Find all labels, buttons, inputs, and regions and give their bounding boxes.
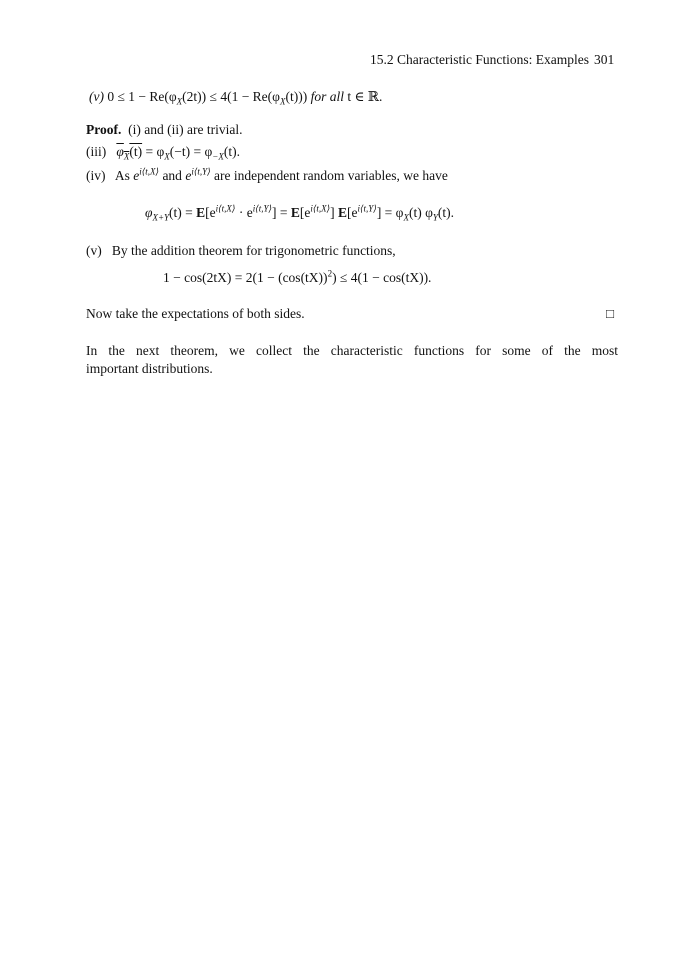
paragraph-line-2: important distributions. — [86, 361, 213, 376]
theorem-item-v: (v) $0 \le 1 - Re(\varphi_X(2t)) \le 4(1 - Re(\varphi_X(t)))$ for all t ∈ ℝ. — [89, 89, 383, 107]
qed-symbol: □ — [606, 306, 615, 321]
page-number: 301 — [594, 52, 615, 67]
equation-iv: $\varphi_{X+Y}(t) = E[e^{i⟨t,X⟩} \cdot e^{i⟨t,Y⟩}] = E[e^{i⟨t,X⟩}] E[e^{i⟨t,Y⟩}] = \varphi_X(t)$ $\varphi_Y(t)$. — [145, 203, 455, 223]
paragraph-line-1: In the next theorem, we collect the characteristic functions for some of the most — [86, 343, 618, 358]
proof-item-v: (v) By the addition theorem for trigonometric functions, — [86, 243, 396, 258]
proof-heading: Proof. — [86, 122, 122, 137]
running-header: 15.2 Characteristic Functions: Examples — [370, 52, 589, 67]
proof-item-iv: (iv) As $e^{i⟨t,X⟩}$ and $e^{i⟨t,Y⟩}$ are independent random variables, we have — [86, 166, 448, 183]
proof-conclusion: Now take the expectations of both sides. — [86, 306, 305, 321]
proof-item-iii: (iii) $\varphi_X(t) = \varphi_X(-t) = \varphi_{-X}(t)$. — [86, 144, 240, 162]
proof-intro: Proof. (i) and (ii) are trivial. — [86, 122, 243, 137]
equation-v: $1 - \cos(2tX) = 2(1 - (\cos(tX))^2) \le 4(1 - \cos(tX))$. — [163, 268, 432, 285]
